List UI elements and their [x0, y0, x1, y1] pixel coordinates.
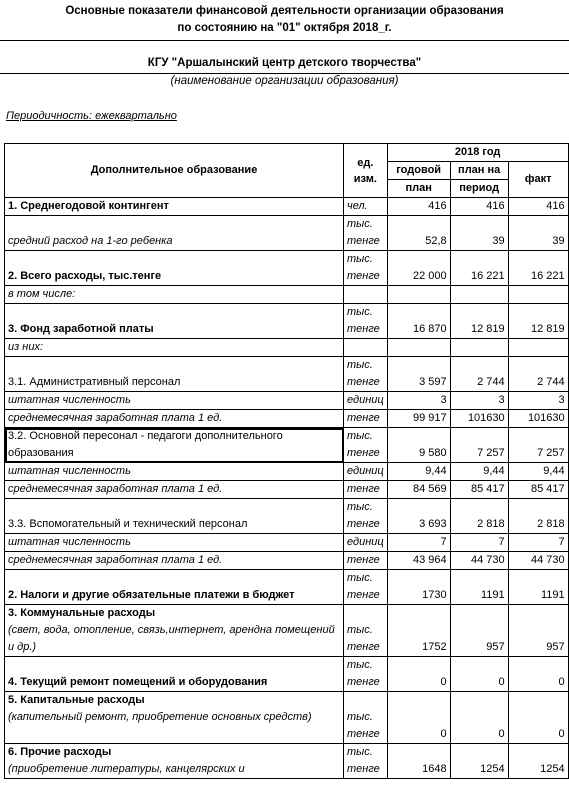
row-label: штатная численность: [8, 394, 131, 406]
header-unit-line1: ед.: [357, 156, 374, 169]
organization-name: КГУ "Аршалынский центр детского творчества": [147, 57, 422, 69]
unit-line1: тыс.: [347, 572, 373, 584]
fact-value[interactable]: 101630: [508, 410, 568, 428]
period-plan-value[interactable]: 16 221: [450, 251, 508, 286]
annual-plan-value[interactable]: 84 569: [387, 481, 450, 499]
row-label-cell[interactable]: [5, 570, 344, 605]
row-unit[interactable]: [344, 552, 388, 570]
row-label-cell[interactable]: [5, 304, 344, 339]
row-label-cell[interactable]: [5, 552, 344, 570]
row-unit[interactable]: [344, 410, 388, 428]
divider: [0, 73, 569, 74]
period-plan-value[interactable]: 3: [450, 392, 508, 410]
period-plan-value[interactable]: [450, 339, 508, 357]
row-label-cell[interactable]: [5, 410, 344, 428]
table-row[interactable]: [5, 286, 569, 304]
unit-line1: тыс.: [347, 306, 373, 318]
row-unit[interactable]: [344, 198, 388, 216]
unit-line2: тенге: [347, 235, 380, 247]
header-period-line2: период: [450, 180, 508, 198]
header-period-line1: план на: [450, 162, 508, 180]
row-label-cell[interactable]: [5, 198, 344, 216]
period-plan-value[interactable]: 2 744: [450, 357, 508, 392]
annual-plan-value[interactable]: 0: [387, 692, 450, 744]
table-row[interactable]: [5, 605, 569, 657]
row-label-cell[interactable]: [5, 481, 344, 499]
row-sublabel: (приобретение литературы, канцелярских и: [8, 763, 245, 775]
row-label: 3.2. Основной пересонал - педагоги дополнительного образования: [8, 430, 283, 459]
row-label: 4. Текущий ремонт помещений и оборудования: [8, 676, 268, 688]
row-label: 3. Коммунальные расходы: [8, 607, 156, 619]
period-plan-value[interactable]: 101630: [450, 410, 508, 428]
row-label: штатная численность: [8, 465, 131, 477]
period-plan-value[interactable]: 1254: [450, 744, 508, 779]
unit-line2: тенге: [347, 447, 380, 459]
row-unit[interactable]: [344, 657, 388, 692]
row-sublabel: (свет, вода, отопление, связь,интернет, арендна помещений и др.): [8, 624, 335, 653]
annual-plan-value[interactable]: 52,8: [387, 216, 450, 251]
row-unit[interactable]: [344, 251, 388, 286]
row-label-cell[interactable]: [5, 692, 344, 744]
row-label-cell[interactable]: [5, 251, 344, 286]
financial-table: [4, 143, 569, 779]
unit-line2: единиц: [347, 394, 384, 406]
fact-value[interactable]: 0: [508, 692, 568, 744]
unit-line2: единиц: [347, 465, 384, 477]
table-row[interactable]: [5, 744, 569, 779]
annual-plan-value[interactable]: 1752: [387, 605, 450, 657]
header-unit-line2: изм.: [353, 172, 377, 185]
period-plan-value[interactable]: 39: [450, 216, 508, 251]
annual-plan-value[interactable]: 22 000: [387, 251, 450, 286]
row-label-cell[interactable]: [5, 357, 344, 392]
row-unit[interactable]: [344, 392, 388, 410]
fact-value[interactable]: 2 744: [508, 357, 568, 392]
row-label: 1. Среднегодовой контингент: [8, 200, 169, 212]
unit-line2: тенге: [347, 323, 380, 335]
row-label: средний расход на 1-го ребенка: [8, 235, 173, 247]
row-sublabel: (капительный ремонт, приобретение основных средств): [8, 711, 312, 723]
row-label-cell[interactable]: [5, 499, 344, 534]
row-label: среднемесячная заработная плата 1 ед.: [8, 483, 223, 495]
unit-line1: тыс.: [347, 359, 373, 371]
fact-value[interactable]: 1191: [508, 570, 568, 605]
period-plan-value[interactable]: 12 819: [450, 304, 508, 339]
row-label-cell[interactable]: [5, 463, 344, 481]
row-unit[interactable]: [344, 304, 388, 339]
annual-plan-value[interactable]: 43 964: [387, 552, 450, 570]
row-label: штатная численность: [8, 536, 131, 548]
table-row[interactable]: [5, 570, 569, 605]
table-row[interactable]: [5, 392, 569, 410]
table-row[interactable]: [5, 428, 569, 463]
row-unit[interactable]: [344, 570, 388, 605]
row-label: в том числе:: [8, 288, 76, 300]
period-plan-value[interactable]: 7 257: [450, 428, 508, 463]
row-unit[interactable]: [344, 357, 388, 392]
fact-value[interactable]: 44 730: [508, 552, 568, 570]
row-unit[interactable]: [344, 339, 388, 357]
table-row[interactable]: [5, 339, 569, 357]
annual-plan-value[interactable]: 9 580: [387, 428, 450, 463]
row-label-cell[interactable]: [5, 216, 344, 251]
table-row[interactable]: [5, 198, 569, 216]
row-label-cell[interactable]: [5, 392, 344, 410]
unit-line2: тенге: [347, 270, 380, 282]
fact-value[interactable]: 12 819: [508, 304, 568, 339]
header-unit: [344, 144, 388, 198]
unit-line2: тенге: [347, 728, 380, 740]
period-plan-value[interactable]: [450, 286, 508, 304]
fact-value[interactable]: 1254: [508, 744, 568, 779]
fact-value[interactable]: 3: [508, 392, 568, 410]
row-label: 3.1. Административный персонал: [8, 376, 181, 388]
table-row[interactable]: [5, 304, 569, 339]
row-unit[interactable]: [344, 605, 388, 657]
period-plan-value[interactable]: 416: [450, 198, 508, 216]
unit-line2: тенге: [347, 554, 380, 566]
fact-value[interactable]: 957: [508, 605, 568, 657]
annual-plan-value[interactable]: 99 917: [387, 410, 450, 428]
period-plan-value[interactable]: 957: [450, 605, 508, 657]
unit-line2: тенге: [347, 763, 380, 775]
row-label-cell[interactable]: [5, 605, 344, 657]
period-plan-value[interactable]: 1191: [450, 570, 508, 605]
row-unit[interactable]: [344, 481, 388, 499]
divider: [0, 40, 569, 41]
row-unit[interactable]: [344, 463, 388, 481]
row-label: 5. Капитальные расходы: [8, 694, 145, 706]
header-annual-line1: годовой: [387, 162, 450, 180]
annual-plan-value[interactable]: 0: [387, 657, 450, 692]
row-label: 6. Прочие расходы: [8, 746, 112, 758]
table-row[interactable]: [5, 481, 569, 499]
row-unit[interactable]: [344, 286, 388, 304]
table-row[interactable]: [5, 692, 569, 744]
row-label: среднемесячная заработная плата 1 ед.: [8, 412, 223, 424]
annual-plan-value[interactable]: 1648: [387, 744, 450, 779]
table-row[interactable]: [5, 357, 569, 392]
row-label: 3. Фонд заработной платы: [8, 323, 154, 335]
row-label-cell[interactable]: [5, 428, 344, 463]
unit-line2: чел.: [347, 200, 368, 212]
row-unit[interactable]: [344, 744, 388, 779]
unit-line2: тенге: [347, 483, 380, 495]
unit-line1: тыс.: [347, 253, 373, 265]
row-unit[interactable]: [344, 428, 388, 463]
table-row[interactable]: [5, 251, 569, 286]
row-label: из них:: [8, 341, 44, 353]
unit-line2: тенге: [347, 589, 380, 601]
table-row[interactable]: [5, 410, 569, 428]
fact-value[interactable]: 416: [508, 198, 568, 216]
row-label: 3.3. Вспомогательный и технический персонал: [8, 518, 248, 530]
unit-line1: тыс.: [347, 218, 373, 230]
annual-plan-value[interactable]: 16 870: [387, 304, 450, 339]
report-title-line2: по состоянию на "01" октября 2018_г.: [177, 22, 392, 34]
period-plan-value[interactable]: 85 417: [450, 481, 508, 499]
fact-value[interactable]: 7: [508, 534, 568, 552]
fact-value[interactable]: 85 417: [508, 481, 568, 499]
table-row[interactable]: [5, 657, 569, 692]
row-unit[interactable]: [344, 692, 388, 744]
table-row[interactable]: [5, 463, 569, 481]
fact-value[interactable]: 7 257: [508, 428, 568, 463]
unit-line2: тенге: [347, 412, 380, 424]
periodicity-label: Периодичность: ежеквартально: [6, 110, 177, 122]
unit-line1: тыс.: [347, 746, 373, 758]
unit-line1: тыс.: [347, 501, 373, 513]
annual-plan-value[interactable]: 9,44: [387, 463, 450, 481]
header-indicator: Дополнительное образование: [5, 144, 344, 198]
fact-value[interactable]: 16 221: [508, 251, 568, 286]
annual-plan-value[interactable]: 1730: [387, 570, 450, 605]
row-label-cell[interactable]: [5, 534, 344, 552]
annual-plan-value[interactable]: 3 693: [387, 499, 450, 534]
row-label: среднемесячная заработная плата 1 ед.: [8, 554, 223, 566]
unit-line2: тенге: [347, 518, 380, 530]
unit-line1: тыс.: [347, 430, 373, 442]
table-row[interactable]: [5, 499, 569, 534]
row-unit[interactable]: [344, 534, 388, 552]
unit-line1: тыс.: [347, 624, 373, 636]
annual-plan-value[interactable]: [387, 286, 450, 304]
period-plan-value[interactable]: 2 818: [450, 499, 508, 534]
fact-value[interactable]: 39: [508, 216, 568, 251]
fact-value[interactable]: 2 818: [508, 499, 568, 534]
table-body: [5, 198, 569, 779]
unit-line2: тенге: [347, 676, 380, 688]
fact-value[interactable]: [508, 286, 568, 304]
period-plan-value[interactable]: 0: [450, 657, 508, 692]
organization-subtitle: (наименование организации образования): [170, 75, 399, 87]
annual-plan-value[interactable]: [387, 339, 450, 357]
unit-line1: тыс.: [347, 711, 373, 723]
annual-plan-value[interactable]: 3 597: [387, 357, 450, 392]
unit-line2: единиц: [347, 536, 384, 548]
unit-line2: тенге: [347, 376, 380, 388]
unit-line1: тыс.: [347, 659, 373, 671]
table-row[interactable]: [5, 534, 569, 552]
row-label: 2. Налоги и другие обязательные платежи в бюджет: [8, 589, 295, 601]
fact-value[interactable]: [508, 339, 568, 357]
table-row[interactable]: [5, 216, 569, 251]
annual-plan-value[interactable]: 3: [387, 392, 450, 410]
period-plan-value[interactable]: 9,44: [450, 463, 508, 481]
fact-value[interactable]: 0: [508, 657, 568, 692]
row-label-cell[interactable]: [5, 339, 344, 357]
row-unit[interactable]: [344, 499, 388, 534]
row-label-cell[interactable]: [5, 744, 344, 779]
period-plan-value[interactable]: 44 730: [450, 552, 508, 570]
unit-line2: тенге: [347, 641, 380, 653]
annual-plan-value[interactable]: 416: [387, 198, 450, 216]
header-annual-line2: план: [387, 180, 450, 198]
row-label: 2. Всего расходы, тыс.тенге: [8, 270, 162, 282]
row-label-cell[interactable]: [5, 657, 344, 692]
report-title-line1: Основные показатели финансовой деятельности организации образования: [65, 5, 504, 17]
period-plan-value[interactable]: 7: [450, 534, 508, 552]
table-row[interactable]: [5, 552, 569, 570]
annual-plan-value[interactable]: 7: [387, 534, 450, 552]
header-fact: факт: [508, 162, 568, 198]
fact-value[interactable]: 9,44: [508, 463, 568, 481]
header-year: 2018 год: [387, 144, 568, 162]
row-unit[interactable]: [344, 216, 388, 251]
period-plan-value[interactable]: 0: [450, 692, 508, 744]
row-label-cell[interactable]: [5, 286, 344, 304]
